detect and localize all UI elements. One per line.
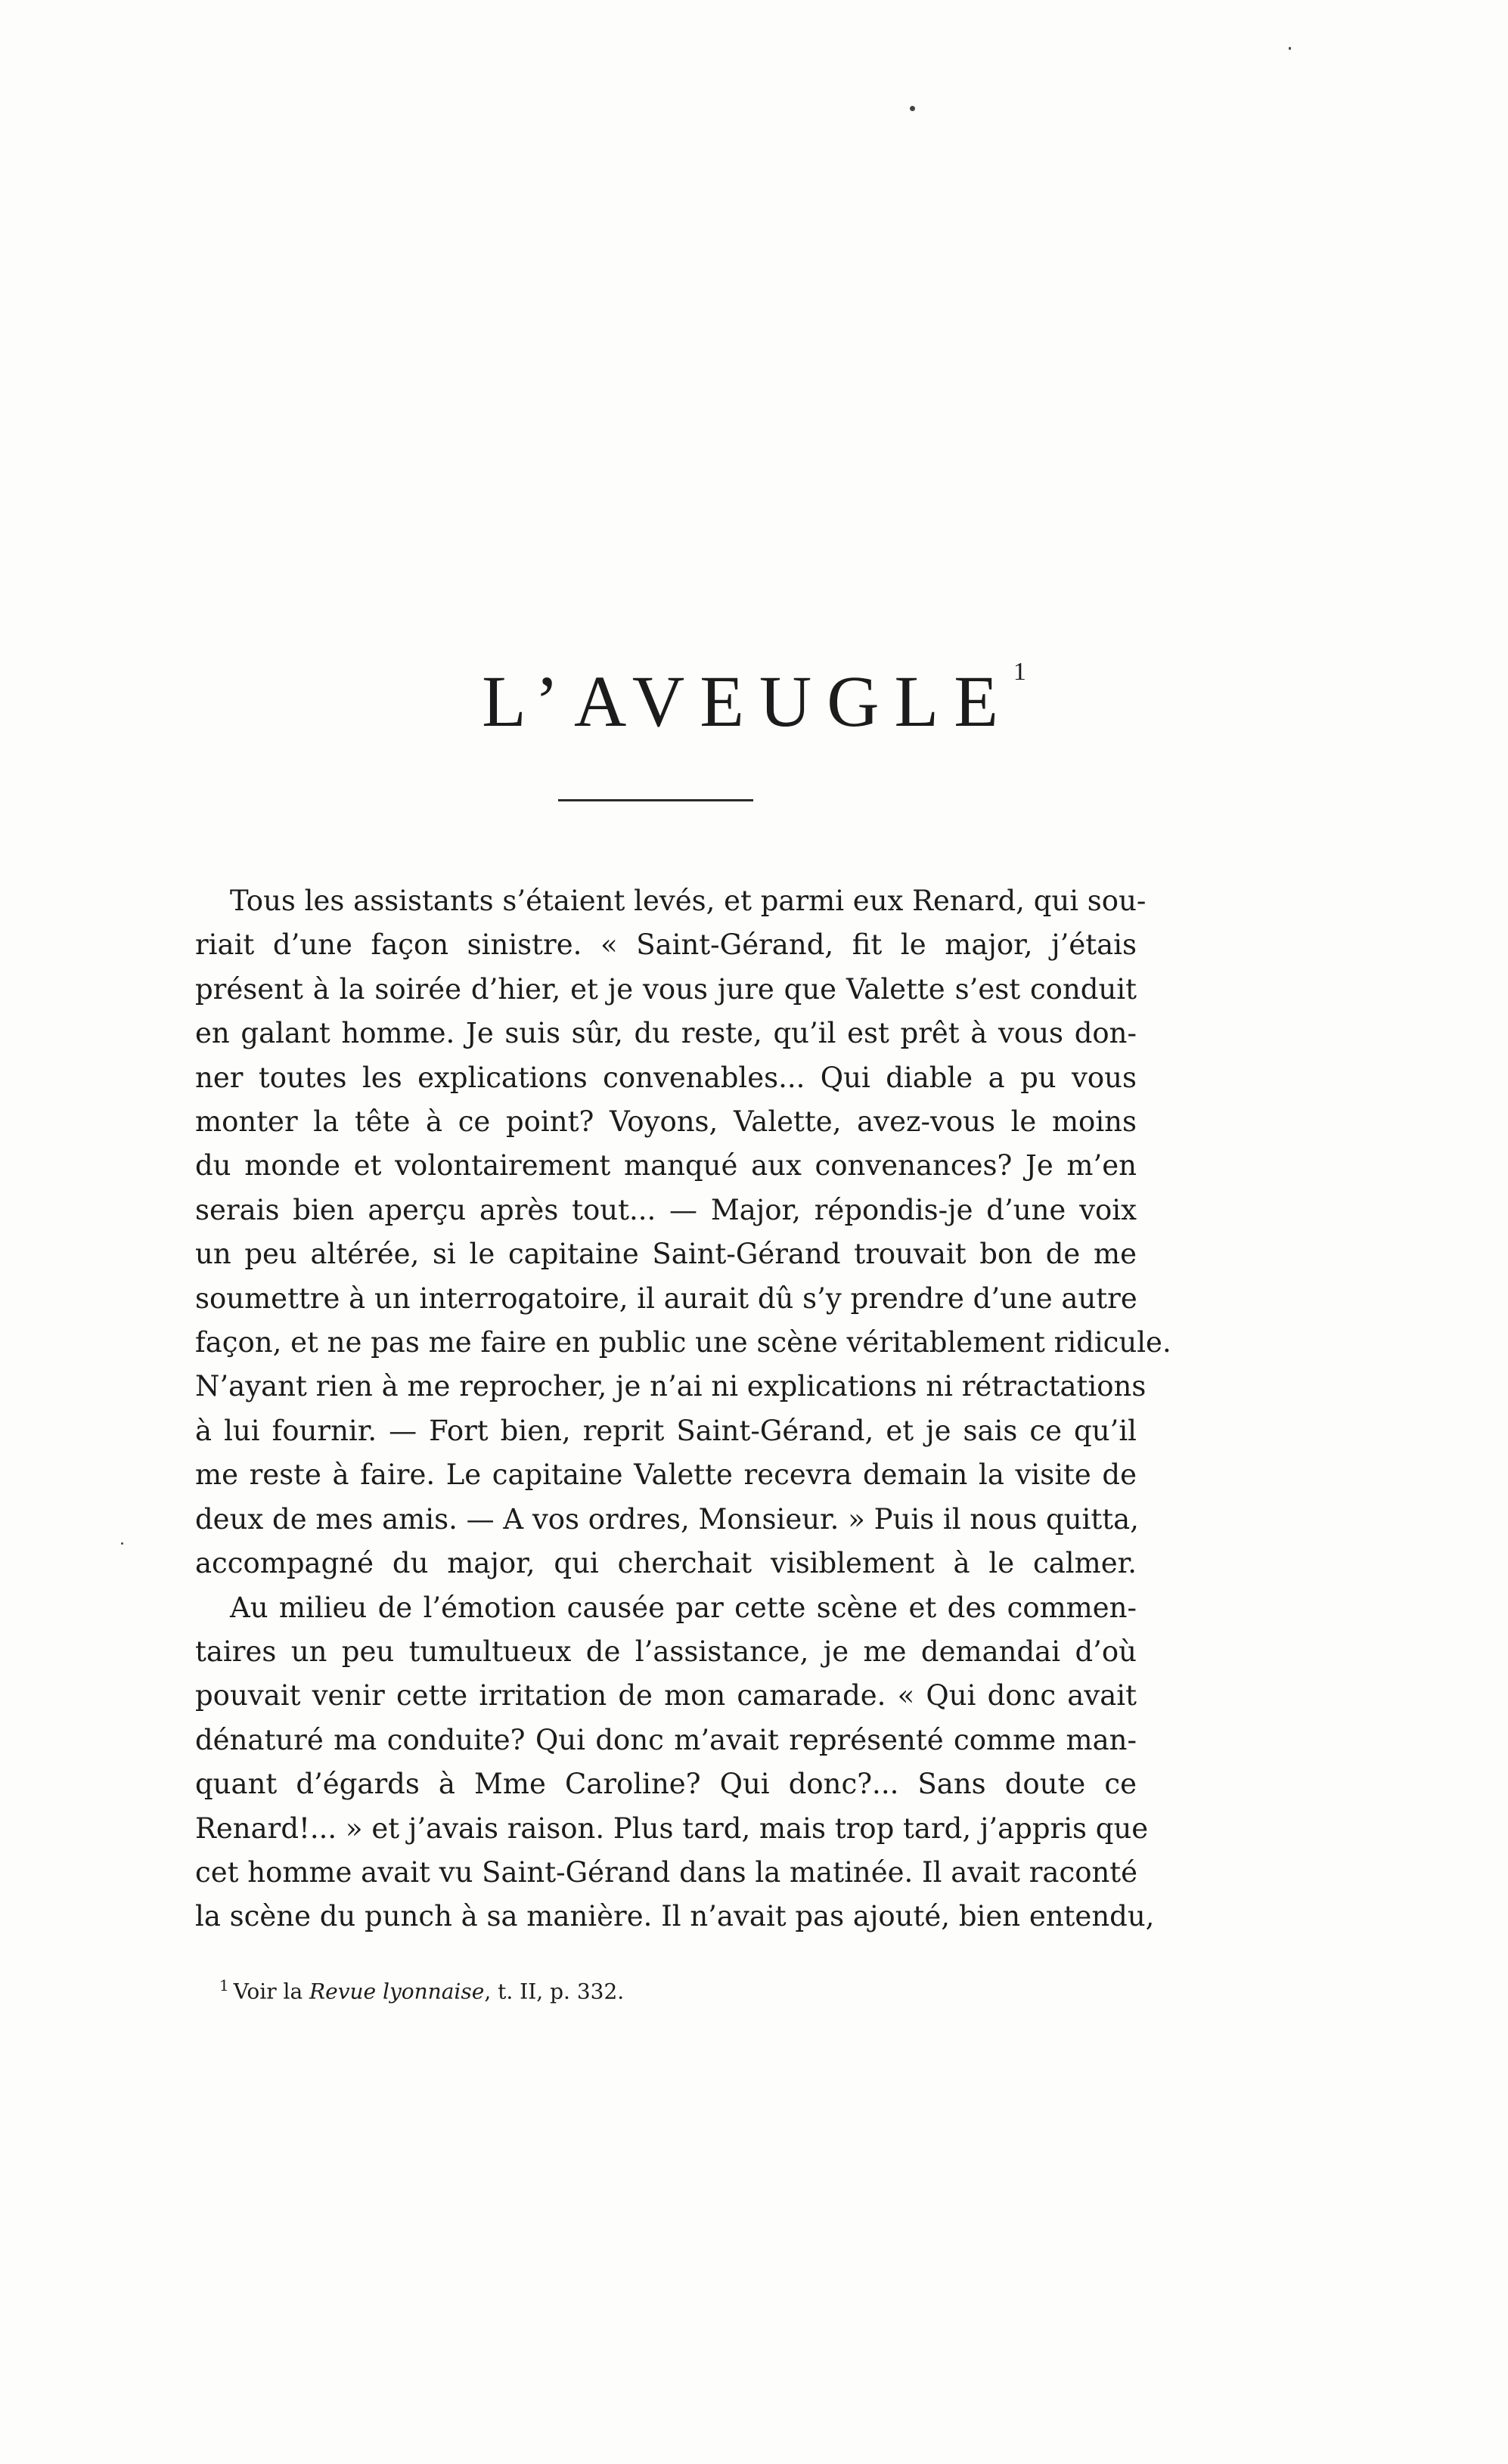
- print-speck: [121, 1542, 123, 1545]
- text-line: cet homme avait vu Saint-Gérand dans la matinée. Il avait raconté: [195, 1855, 1138, 1889]
- title-footnote-marker: 1: [1013, 658, 1026, 686]
- print-speck: [910, 106, 915, 111]
- footnote-journal: Revue lyonnaise: [309, 1979, 485, 2004]
- text-line: Tous les assistants s’étaient levés, et parmi eux Renard, qui sou-: [230, 885, 1147, 917]
- text-line: en galant homme. Je suis sûr, du reste, qu’il est prêt à vous don-: [195, 1017, 1137, 1050]
- text-line: du monde et volontairement manqué aux convenances? Je m’en: [195, 1149, 1137, 1182]
- text-line: me reste à faire. Le capitaine Valette recevra demain la visite de: [195, 1458, 1137, 1492]
- text-line: pouvait venir cette irritation de mon camarade. « Qui donc avait: [195, 1679, 1137, 1712]
- text-line: Au milieu de l’émotion causée par cette scène et des commen-: [230, 1591, 1137, 1624]
- paragraph-1: [195, 879, 1171, 1586]
- footnote: [219, 1972, 624, 2005]
- text-line: accompagné du major, qui cherchait visiblement à le calmer.: [195, 1547, 1137, 1580]
- text-line: soumettre à un interrogatoire, il aurait dû s’y prendre d’une autre: [195, 1282, 1137, 1315]
- text-line: serais bien aperçu après tout... — Major, répondis-je d’une voix: [195, 1193, 1137, 1226]
- chapter-title: [0, 658, 1508, 742]
- text-line: monter la tête à ce point? Voyons, Valette, avez-vous le moins: [195, 1105, 1137, 1139]
- body-text: [195, 879, 1171, 1939]
- text-line: Renard!... » et j’avais raison. Plus tard, mais trop tard, j’appris que: [195, 1812, 1149, 1845]
- chapter-title-text: L’AVEUGLE: [482, 661, 1013, 742]
- text-line: riait d’une façon sinistre. « Saint-Gérand, fit le major, j’étais: [195, 928, 1137, 962]
- text-line: un peu altérée, si le capitaine Saint-Gérand trouvait bon de me: [195, 1238, 1137, 1271]
- text-line: à lui fournir. — Fort bien, reprit Saint-Gérand, et je sais ce qu’il: [195, 1414, 1137, 1447]
- text-line: quant d’égards à Mme Caroline? Qui donc?... Sans doute ce: [195, 1768, 1137, 1801]
- text-line: taires un peu tumultueux de l’assistance, je me demandai d’où: [195, 1635, 1137, 1668]
- text-line: présent à la soirée d’hier, et je vous jure que Valette s’est conduit: [195, 972, 1137, 1006]
- paragraph-2: [195, 1586, 1155, 1939]
- text-line: N’ayant rien à me reprocher, je n’ai ni explications ni rétractations: [195, 1370, 1147, 1403]
- title-divider: [558, 799, 753, 801]
- footnote-prefix: Voir la: [233, 1979, 303, 2004]
- text-line: ner toutes les explications convenables... Qui diable a pu vous: [195, 1061, 1137, 1094]
- text-line: façon, et ne pas me faire en public une scène véritablement ridicule.: [195, 1326, 1171, 1359]
- print-speck: [1289, 47, 1291, 50]
- text-line: deux de mes amis. — A vos ordres, Monsieur. » Puis il nous quitta,: [195, 1502, 1139, 1536]
- text-line: dénaturé ma conduite? Qui donc m’avait représenté comme man-: [195, 1723, 1137, 1756]
- footnote-marker: 1: [219, 1976, 229, 1994]
- footnote-suffix: , t. II, p. 332.: [484, 1979, 625, 2004]
- text-line: la scène du punch à sa manière. Il n’avait pas ajouté, bien entendu,: [195, 1900, 1155, 1933]
